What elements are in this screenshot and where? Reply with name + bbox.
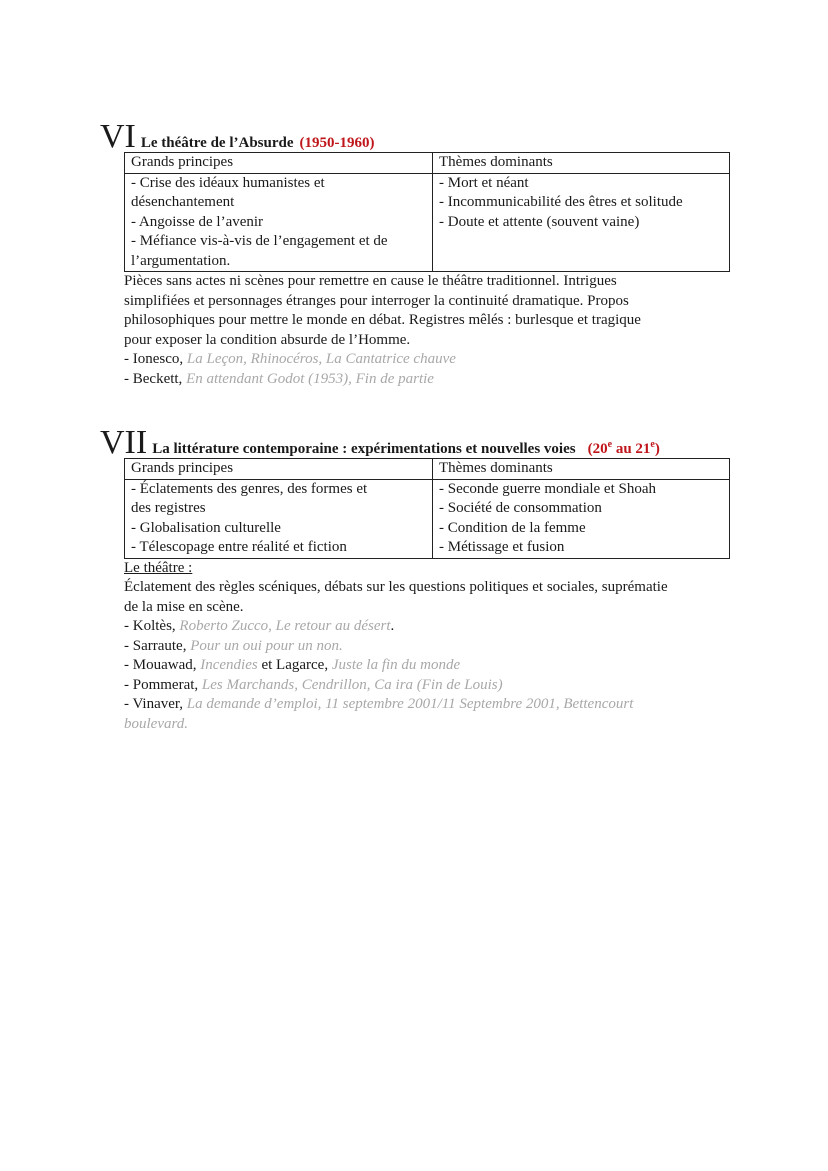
author-works: Incendies bbox=[200, 657, 258, 673]
author-works: En attendant Godot (1953), Fin de partie bbox=[186, 370, 434, 387]
author-name: - Vinaver, bbox=[124, 696, 187, 712]
theme-line: - Doute et attente (souvent vaine) bbox=[439, 213, 640, 230]
author-line: - Pommerat, Les Marchands, Cendrillon, Ca ira (Fin de Louis) bbox=[124, 676, 503, 693]
principle-line: - Crise des idéaux humanistes et bbox=[131, 174, 325, 191]
author-name: - Mouawad, bbox=[124, 657, 201, 673]
paragraph-line: Pièces sans actes ni scènes pour remettre en cause le théâtre traditionnel. Intrigues bbox=[124, 273, 617, 289]
author-works: La demande d’emploi, 11 septembre 2001/11 Septembre 2001, Bettencourt bbox=[186, 696, 634, 712]
section-dates: (20e au 21e) bbox=[587, 439, 660, 457]
principles-cell bbox=[125, 479, 433, 558]
section-title: La littérature contemporaine : expérimentations et nouvelles voies bbox=[152, 441, 576, 457]
principle-line: désenchantement bbox=[131, 194, 235, 210]
table-row bbox=[125, 173, 730, 272]
author-works: Cendrillon, Ca ira (Fin de Louis) bbox=[301, 676, 503, 693]
principle-line: l’argumentation. bbox=[131, 252, 231, 269]
paragraph-line: philosophiques pour mettre le monde en débat. Registres mêlés : burlesque et tragique bbox=[124, 312, 641, 328]
author-name: et Lagarce, bbox=[257, 657, 332, 673]
paragraph-line: Éclatement des règles scéniques, débats sur les questions politiques et sociales, suprématie bbox=[124, 579, 668, 595]
section-vii-paragraph bbox=[124, 559, 732, 735]
section-number: VII bbox=[100, 424, 148, 461]
subheading-theatre: Le théâtre : bbox=[124, 559, 193, 576]
section-title: Le théâtre de l’Absurde bbox=[140, 135, 294, 151]
author-works: Roberto Zucco, Le retour au désert bbox=[179, 618, 391, 634]
col2-header: Thèmes dominants bbox=[433, 153, 730, 174]
paragraph-line: pour exposer la condition absurde de l’Homme. bbox=[124, 331, 411, 348]
theme-line: - Condition de la femme bbox=[439, 519, 586, 536]
section-number: VI bbox=[100, 118, 136, 155]
themes-cell bbox=[433, 173, 730, 272]
table-row bbox=[125, 479, 730, 558]
principle-line: - Télescopage entre réalité et fiction bbox=[131, 539, 347, 555]
paragraph-line: simplifiées et personnages étranges pour interroger la continuité dramatique. Propos bbox=[124, 292, 629, 309]
section-vii-table bbox=[124, 458, 730, 559]
author-line bbox=[124, 370, 732, 390]
author-name: - Beckett, bbox=[124, 370, 187, 387]
principle-line: - Éclatements des genres, des formes et bbox=[131, 480, 368, 497]
theme-line: - Mort et néant bbox=[439, 174, 529, 191]
author-name: - Pommerat, bbox=[124, 676, 202, 693]
table-header-row bbox=[125, 459, 730, 480]
col2-header: Thèmes dominants bbox=[433, 459, 730, 480]
author-works: Pour un oui pour un non. bbox=[190, 637, 343, 654]
theme-line: - Société de consommation bbox=[439, 500, 602, 516]
section-vii-heading bbox=[100, 426, 732, 460]
principle-line: des registres bbox=[131, 500, 206, 516]
author-name: - Koltès, bbox=[124, 618, 180, 634]
themes-cell bbox=[433, 479, 730, 558]
section-vi-table bbox=[124, 152, 730, 272]
table-header-row bbox=[125, 153, 730, 174]
paragraph-line: de la mise en scène. bbox=[124, 598, 244, 615]
section-vi bbox=[100, 120, 732, 389]
section-dates: (1950-1960) bbox=[299, 135, 375, 151]
author-line bbox=[124, 695, 732, 715]
author-works-continued: boulevard. bbox=[124, 715, 189, 732]
author-works: Juste la fin du monde bbox=[331, 657, 461, 673]
author-line bbox=[124, 350, 732, 370]
theme-line: - Métissage et fusion bbox=[439, 539, 565, 555]
principle-line: - Angoisse de l’avenir bbox=[131, 213, 264, 230]
principle-line: - Globalisation culturelle bbox=[131, 519, 281, 536]
principles-cell bbox=[125, 173, 433, 272]
theme-line: - Incommunicabilité des êtres et solitude bbox=[439, 194, 683, 210]
author-works: La Leçon, Rhinocéros, La Cantatrice chauve bbox=[186, 351, 456, 367]
theme-line: - Seconde guerre mondiale et Shoah bbox=[439, 480, 657, 497]
section-vi-heading bbox=[100, 120, 732, 154]
author-line bbox=[124, 656, 732, 676]
author-name: - Ionesco, bbox=[124, 351, 187, 367]
author-works: Les Marchands bbox=[201, 676, 295, 693]
col1-header: Grands principes bbox=[125, 153, 433, 174]
section-vii bbox=[100, 426, 732, 734]
author-line: - Koltès, Roberto Zucco, Le retour au désert. bbox=[124, 618, 395, 634]
section-vi-paragraph bbox=[124, 272, 732, 389]
author-line bbox=[124, 637, 732, 657]
principle-line: - Méfiance vis-à-vis de l’engagement et de bbox=[131, 233, 388, 249]
col1-header: Grands principes bbox=[125, 459, 433, 480]
author-name: - Sarraute, bbox=[124, 637, 191, 654]
